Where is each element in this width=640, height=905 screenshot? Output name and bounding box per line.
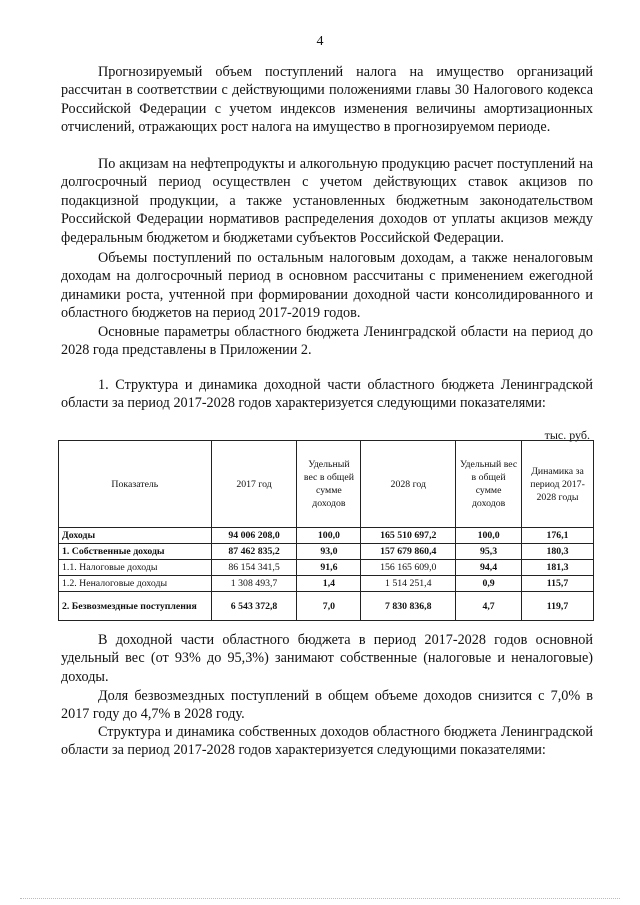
table-row bbox=[59, 560, 594, 576]
dynamics: 180,3 bbox=[522, 544, 594, 560]
row-label: Доходы bbox=[59, 528, 212, 544]
table-row bbox=[59, 592, 594, 621]
share-2028: 0,9 bbox=[456, 576, 522, 592]
header-share-2017: Удельный вес в общей сумме доходов bbox=[297, 441, 361, 528]
paragraph-other-revenues: Объемы поступлений по остальным налоговым доходам, а также неналоговым доходам на долгосрочный период в основном рассчитаны с применением ежегодной динамики роста, учтенной при формировании доходной части консолидированного и областного бюджетов на период 2017-2019 годов. bbox=[61, 250, 593, 322]
paragraph-main-parameters: Основные параметры областного бюджета Ленинградской области на период до 2028 года представлены в Приложении 2. bbox=[61, 324, 593, 359]
paragraph-own-revenues: В доходной части областного бюджета в период 2017-2028 годов основной удельный вес (от 93% до 95,3%) занимают собственные (налоговые и неналоговые) доходы. bbox=[61, 632, 593, 685]
paragraph-structure-intro: 1. Структура и динамика доходной части областного бюджета Ленинградской области за период 2017-2028 годов характеризуется следующими показателями: bbox=[61, 377, 593, 412]
scan-artifact-line bbox=[20, 898, 620, 905]
header-2028: 2028 год bbox=[361, 441, 456, 528]
revenue-table bbox=[58, 440, 594, 621]
dynamics: 181,3 bbox=[522, 560, 594, 576]
table-row bbox=[59, 576, 594, 592]
share-2028: 95,3 bbox=[456, 544, 522, 560]
value-2017: 94 006 208,0 bbox=[211, 528, 297, 544]
share-2017: 93,0 bbox=[297, 544, 361, 560]
row-label: 1.1. Налоговые доходы bbox=[59, 560, 212, 576]
header-dynamics: Динамика за период 2017-2028 годы bbox=[522, 441, 594, 528]
value-2028: 165 510 697,2 bbox=[361, 528, 456, 544]
paragraph-property-tax: Прогнозируемый объем поступлений налога на имущество организаций рассчитан в соответствии с действующими положениями главы 30 Налогового кодекса Российской Федерации с учетом индексов изменения величины амортизационных отчислений, отражающих рост налога на имущество в прогнозируемом периоде. bbox=[61, 64, 593, 136]
dynamics: 176,1 bbox=[522, 528, 594, 544]
value-2028: 1 514 251,4 bbox=[361, 576, 456, 592]
header-share-2028: Удельный вес в общей сумме доходов bbox=[456, 441, 522, 528]
share-2028: 94,4 bbox=[456, 560, 522, 576]
table-row bbox=[59, 528, 594, 544]
row-label: 1. Собственные доходы bbox=[59, 544, 212, 560]
value-2017: 1 308 493,7 bbox=[211, 576, 297, 592]
row-label: 2. Безвозмездные поступления bbox=[59, 592, 212, 621]
share-2017: 1,4 bbox=[297, 576, 361, 592]
paragraph-grants-share: Доля безвозмездных поступлений в общем объеме доходов снизится с 7,0% в 2017 году до 4,7% в 2028 году. bbox=[61, 688, 593, 723]
table-row bbox=[59, 544, 594, 560]
page-number: 4 bbox=[316, 34, 324, 49]
value-2028: 7 830 836,8 bbox=[361, 592, 456, 621]
value-2028: 156 165 609,0 bbox=[361, 560, 456, 576]
header-indicator: Показатель bbox=[59, 441, 212, 528]
share-2028: 4,7 bbox=[456, 592, 522, 621]
dynamics: 115,7 bbox=[522, 576, 594, 592]
share-2017: 100,0 bbox=[297, 528, 361, 544]
dynamics: 119,7 bbox=[522, 592, 594, 621]
value-2017: 86 154 341,5 bbox=[211, 560, 297, 576]
header-2017: 2017 год bbox=[211, 441, 297, 528]
share-2017: 91,6 bbox=[297, 560, 361, 576]
share-2017: 7,0 bbox=[297, 592, 361, 621]
paragraph-own-structure-intro: Структура и динамика собственных доходов областного бюджета Ленинградской области за период 2017-2028 годов характеризуется следующими показателями: bbox=[61, 724, 593, 759]
value-2017: 87 462 835,2 bbox=[211, 544, 297, 560]
table-header-row bbox=[59, 441, 594, 528]
table-unit: тыс. руб. bbox=[544, 428, 590, 442]
value-2017: 6 543 372,8 bbox=[211, 592, 297, 621]
row-label: 1.2. Неналоговые доходы bbox=[59, 576, 212, 592]
value-2028: 157 679 860,4 bbox=[361, 544, 456, 560]
paragraph-excise: По акцизам на нефтепродукты и алкогольную продукцию расчет поступлений на долгосрочный период осуществлен с учетом действующих ставок акцизов по подакцизной продукции, а также установленных бюджетным законодательством Российской Федерации нормативов распределения доходов от уплаты акцизов между федеральным бюджетом и бюджетами субъектов Российской Федерации. bbox=[61, 156, 593, 246]
share-2028: 100,0 bbox=[456, 528, 522, 544]
